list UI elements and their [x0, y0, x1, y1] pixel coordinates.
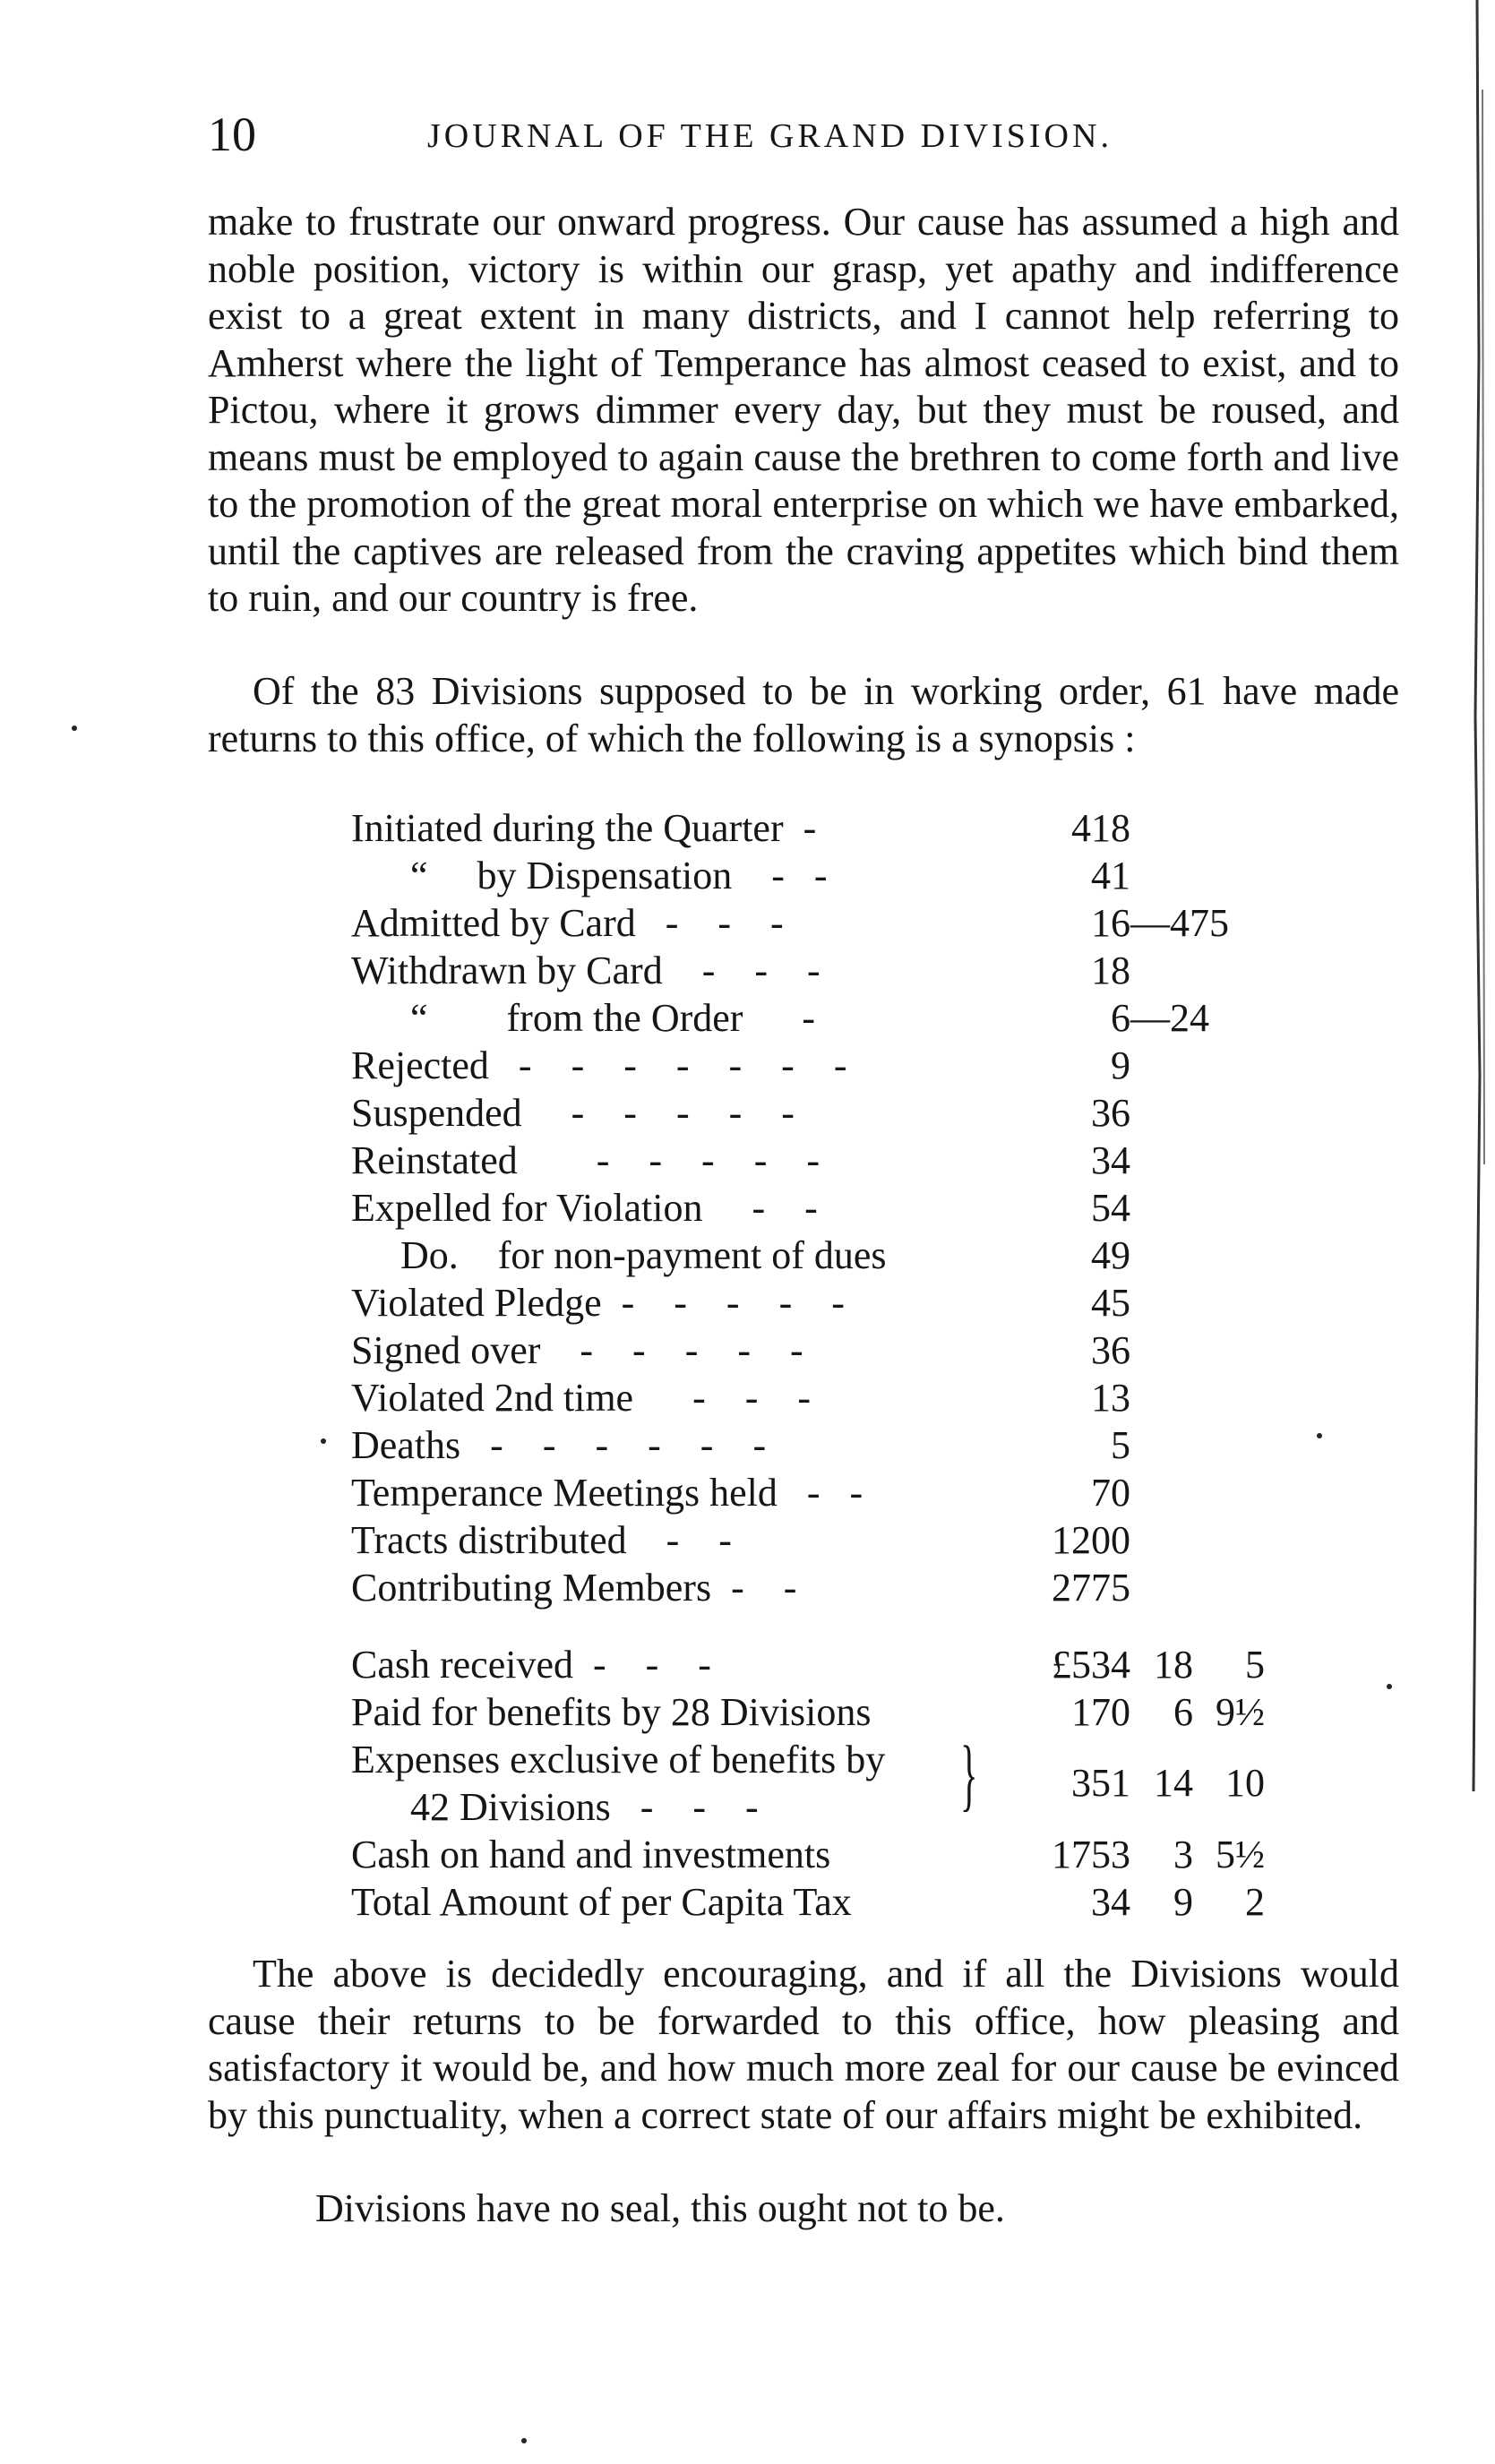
- row-value: 16: [1091, 901, 1130, 945]
- cash-shillings: 18: [1154, 1643, 1193, 1687]
- table-row: [351, 1232, 1336, 1279]
- row-value: 70: [1091, 1471, 1130, 1515]
- table-row: [351, 1469, 1336, 1516]
- synopsis-table: [351, 804, 1336, 1611]
- row-label: Tracts distributed - -: [351, 1518, 732, 1562]
- row-label: Expelled for Violation - -: [351, 1186, 818, 1230]
- row-label: Rejected - - - - - - -: [351, 1043, 847, 1087]
- row-label: “ by Dispensation - -: [351, 854, 828, 897]
- cash-row: [351, 1688, 1336, 1736]
- cash-pounds: 170: [1071, 1690, 1130, 1734]
- table-row: [351, 1089, 1336, 1137]
- table-row: [351, 994, 1336, 1042]
- row-subtotal: —24: [1130, 996, 1209, 1040]
- row-value: 36: [1091, 1091, 1130, 1135]
- row-label: Contributing Members - -: [351, 1566, 797, 1610]
- paragraph-1: make to frustrate our onward progress. Our cause has assumed a high and noble position, victory is within our grasp, yet apathy and indifference exist to a great extent in many districts, and I cannot help referring to Amherst where the light of Temperance has almost ceased to exist, and to Pictou, where it grows dimmer every day, but they must be roused, and means must be employed to again cause the brethren to come forth and live to the promotion of the great moral enterprise on which we have embarked, until the captives are released from the craving appetites which bind them to ruin, and our country is free.: [208, 200, 1399, 620]
- table-row: [351, 1516, 1336, 1564]
- cash-pence: 10: [1225, 1761, 1265, 1805]
- row-value: 34: [1091, 1138, 1130, 1182]
- cash-row: [351, 1641, 1336, 1688]
- cash-pounds: £534: [1052, 1643, 1130, 1687]
- row-value: 36: [1091, 1328, 1130, 1372]
- print-speck: [1387, 1684, 1392, 1689]
- cash-label: Cash received - - -: [351, 1643, 711, 1687]
- cash-pence: 5½: [1216, 1833, 1265, 1876]
- table-row: [351, 1564, 1336, 1611]
- table-row: [351, 804, 1336, 852]
- page-number: 10: [208, 107, 256, 161]
- row-label: Violated 2nd time - - -: [351, 1376, 812, 1420]
- row-label: Signed over - - - - -: [351, 1328, 803, 1372]
- table-row: [351, 1421, 1336, 1469]
- row-value: 45: [1091, 1281, 1130, 1325]
- cash-pence: 5: [1245, 1643, 1265, 1687]
- row-label: Suspended - - - - -: [351, 1091, 795, 1135]
- print-speck: [321, 1438, 326, 1444]
- cash-pence: 9½: [1216, 1690, 1265, 1734]
- table-row: [351, 852, 1336, 899]
- row-value: 6: [1111, 996, 1130, 1040]
- cash-row: [351, 1730, 1336, 1831]
- row-value: 54: [1091, 1186, 1130, 1230]
- table-row: [351, 947, 1336, 994]
- print-speck: [72, 725, 77, 731]
- table-row: [351, 1137, 1336, 1184]
- row-label: Deaths - - - - - -: [351, 1423, 767, 1467]
- cash-shillings: 14: [1154, 1761, 1193, 1805]
- table-row: [351, 1184, 1336, 1232]
- row-value: 18: [1091, 949, 1130, 992]
- cash-shillings: 9: [1173, 1880, 1193, 1924]
- table-row: [351, 1279, 1336, 1326]
- row-value: 41: [1091, 854, 1130, 897]
- row-subtotal: —475: [1130, 901, 1229, 945]
- cash-row: [351, 1878, 1336, 1926]
- running-head: [208, 107, 1399, 161]
- row-value: 5: [1111, 1423, 1130, 1467]
- print-speck: [521, 2438, 527, 2443]
- paragraph-4: Divisions have no seal, this ought not to be.: [315, 2186, 1005, 2230]
- cash-row: [351, 1831, 1336, 1878]
- cash-pence: 2: [1245, 1880, 1265, 1924]
- row-value: 49: [1091, 1233, 1130, 1277]
- running-title: JOURNAL OF THE GRAND DIVISION.: [427, 117, 1113, 155]
- row-label: Initiated during the Quarter -: [351, 806, 817, 850]
- cash-account-table: [351, 1641, 1336, 1926]
- paragraph-2: Of the 83 Divisions supposed to be in working order, 61 have made returns to this office, of which the following is a synopsis :: [208, 669, 1399, 760]
- paragraph-3: The above is decidedly encouraging, and if all the Divisions would cause their returns to be forwarded to this office, how pleasing and satisfactory it would be, and how much more zeal for our cause be evinced by this punctuality, when a correct state of our affairs might be exhibited.: [208, 1952, 1399, 2137]
- cash-pounds: 34: [1091, 1880, 1130, 1924]
- row-label: “ from the Order -: [351, 996, 816, 1040]
- row-label: Reinstated - - - - -: [351, 1138, 820, 1182]
- cash-label: Paid for benefits by 28 Divisions: [351, 1690, 872, 1734]
- page-edge-shadow: [1466, 0, 1486, 2464]
- cash-shillings: 3: [1173, 1833, 1193, 1876]
- row-value: 9: [1111, 1043, 1130, 1087]
- table-row: [351, 899, 1336, 947]
- row-label: Do. for non-payment of dues: [351, 1233, 887, 1277]
- cash-pounds: 1753: [1052, 1833, 1130, 1876]
- row-label: Withdrawn by Card - - -: [351, 949, 821, 992]
- row-label: Temperance Meetings held - -: [351, 1471, 863, 1515]
- cash-label: Cash on hand and investments: [351, 1833, 831, 1876]
- row-label: Admitted by Card - - -: [351, 901, 784, 945]
- row-value: 1200: [1052, 1518, 1130, 1562]
- row-value: 13: [1091, 1376, 1130, 1420]
- row-label: Violated Pledge - - - - -: [351, 1281, 845, 1325]
- cash-pounds: 351: [1071, 1761, 1130, 1805]
- table-row: [351, 1326, 1336, 1374]
- print-speck: [1317, 1433, 1322, 1438]
- cash-shillings: 6: [1173, 1690, 1193, 1734]
- brace-glyph: }: [960, 1730, 978, 1819]
- table-row: [351, 1374, 1336, 1421]
- cash-label-continuation: 42 Divisions - - -: [351, 1785, 759, 1829]
- row-value: 418: [1071, 806, 1130, 850]
- cash-label: Total Amount of per Capita Tax: [351, 1880, 852, 1924]
- row-value: 2775: [1052, 1566, 1130, 1610]
- table-row: [351, 1042, 1336, 1089]
- cash-label: Expenses exclusive of benefits by: [351, 1738, 886, 1781]
